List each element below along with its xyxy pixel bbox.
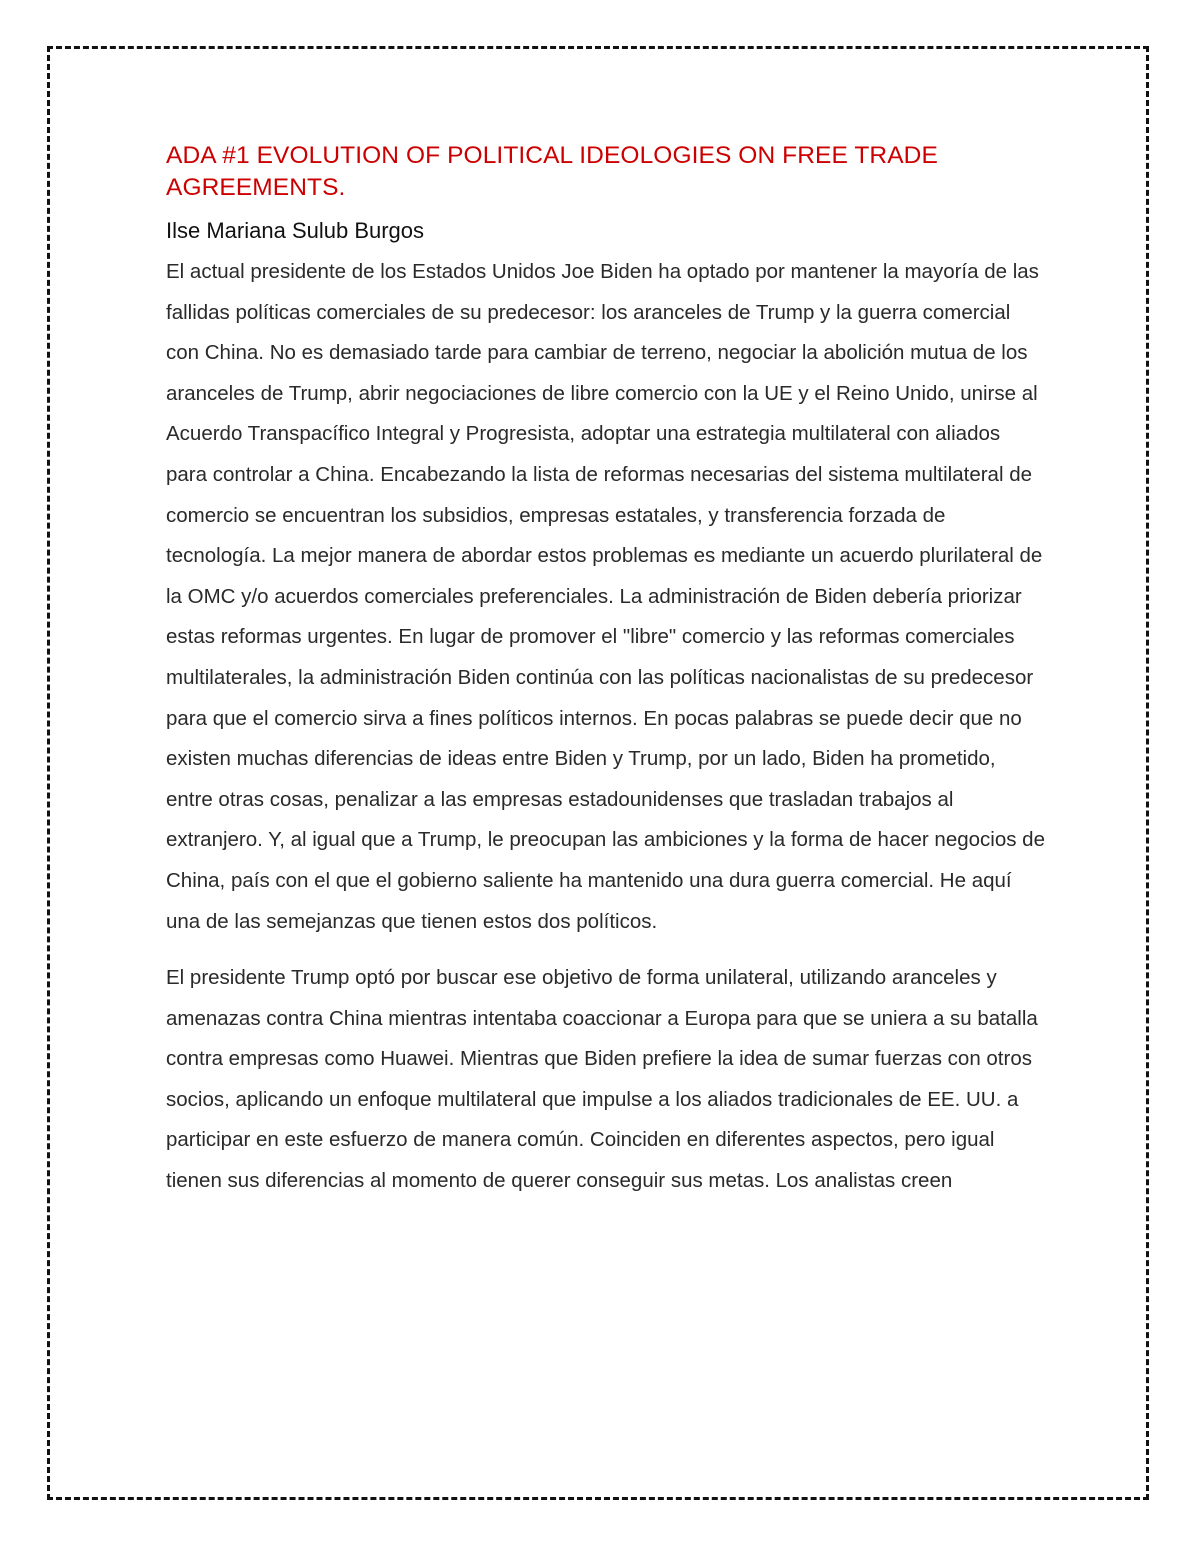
- paragraph-2: El presidente Trump optó por buscar ese objetivo de forma unilateral, utilizando aranceles y amenazas contra China mientras intentaba coaccionar a Europa para que se uniera a su batalla contra empresas como Huawei. Mientras que Biden prefiere la idea de sumar fuerzas con otros socios, aplicando un enfoque multilateral que impulse a los aliados tradicionales de EE. UU. a participar en este esfuerzo de manera común. Coinciden en diferentes aspectos, pero igual tienen sus diferencias al momento de querer conseguir sus metas. Los analistas creen: [166, 966, 1038, 1193]
- paragraph-1: El actual presidente de los Estados Unidos Joe Biden ha optado por mantener la mayoría de las fallidas políticas comerciales de su predecesor: los aranceles de Trump y la guerra comercial con China. No es demasiado tarde para cambiar de terreno, negociar la abolición mutua de los aranceles de Trump, abrir negociaciones de libre comercio con la UE y el Reino Unido, unirse al Acuerdo Transpacífico Integral y Progresista, adoptar una estrategia multilateral con aliados para controlar a China. Encabezando la lista de reformas necesarias del sistema multilateral de comercio se encuentran los subsidios, empresas estatales, y transferencia forzada de tecnología. La mejor manera de abordar estos problemas es mediante un acuerdo plurilateral de la OMC y/o acuerdos comerciales preferenciales. La administración de Biden debería priorizar estas reformas urgentes. En lugar de promover el "libre" comercio y las reformas comerciales multilaterales, la administración Biden continúa con las políticas nacionalistas de su predecesor para que el comercio sirva a fines políticos internos. En pocas palabras se puede decir que no existen muchas diferencias de ideas entre Biden y Trump, por un lado, Biden ha prometido, entre otras cosas, penalizar a las empresas estadounidenses que trasladan trabajos al extranjero. Y, al igual que a Trump, le preocupan las ambiciones y la forma de hacer negocios de China, país con el que el gobierno saliente ha mantenido una dura guerra comercial. He aquí una de las semejanzas que tienen estos dos políticos.: [166, 260, 1045, 933]
- author-name: Ilse Mariana Sulub Burgos: [166, 218, 425, 243]
- document-body: [166, 140, 1046, 1202]
- document-title: ADA #1 EVOLUTION OF POLITICAL IDEOLOGIES ON FREE TRADE AGREEMENTS.: [166, 142, 938, 201]
